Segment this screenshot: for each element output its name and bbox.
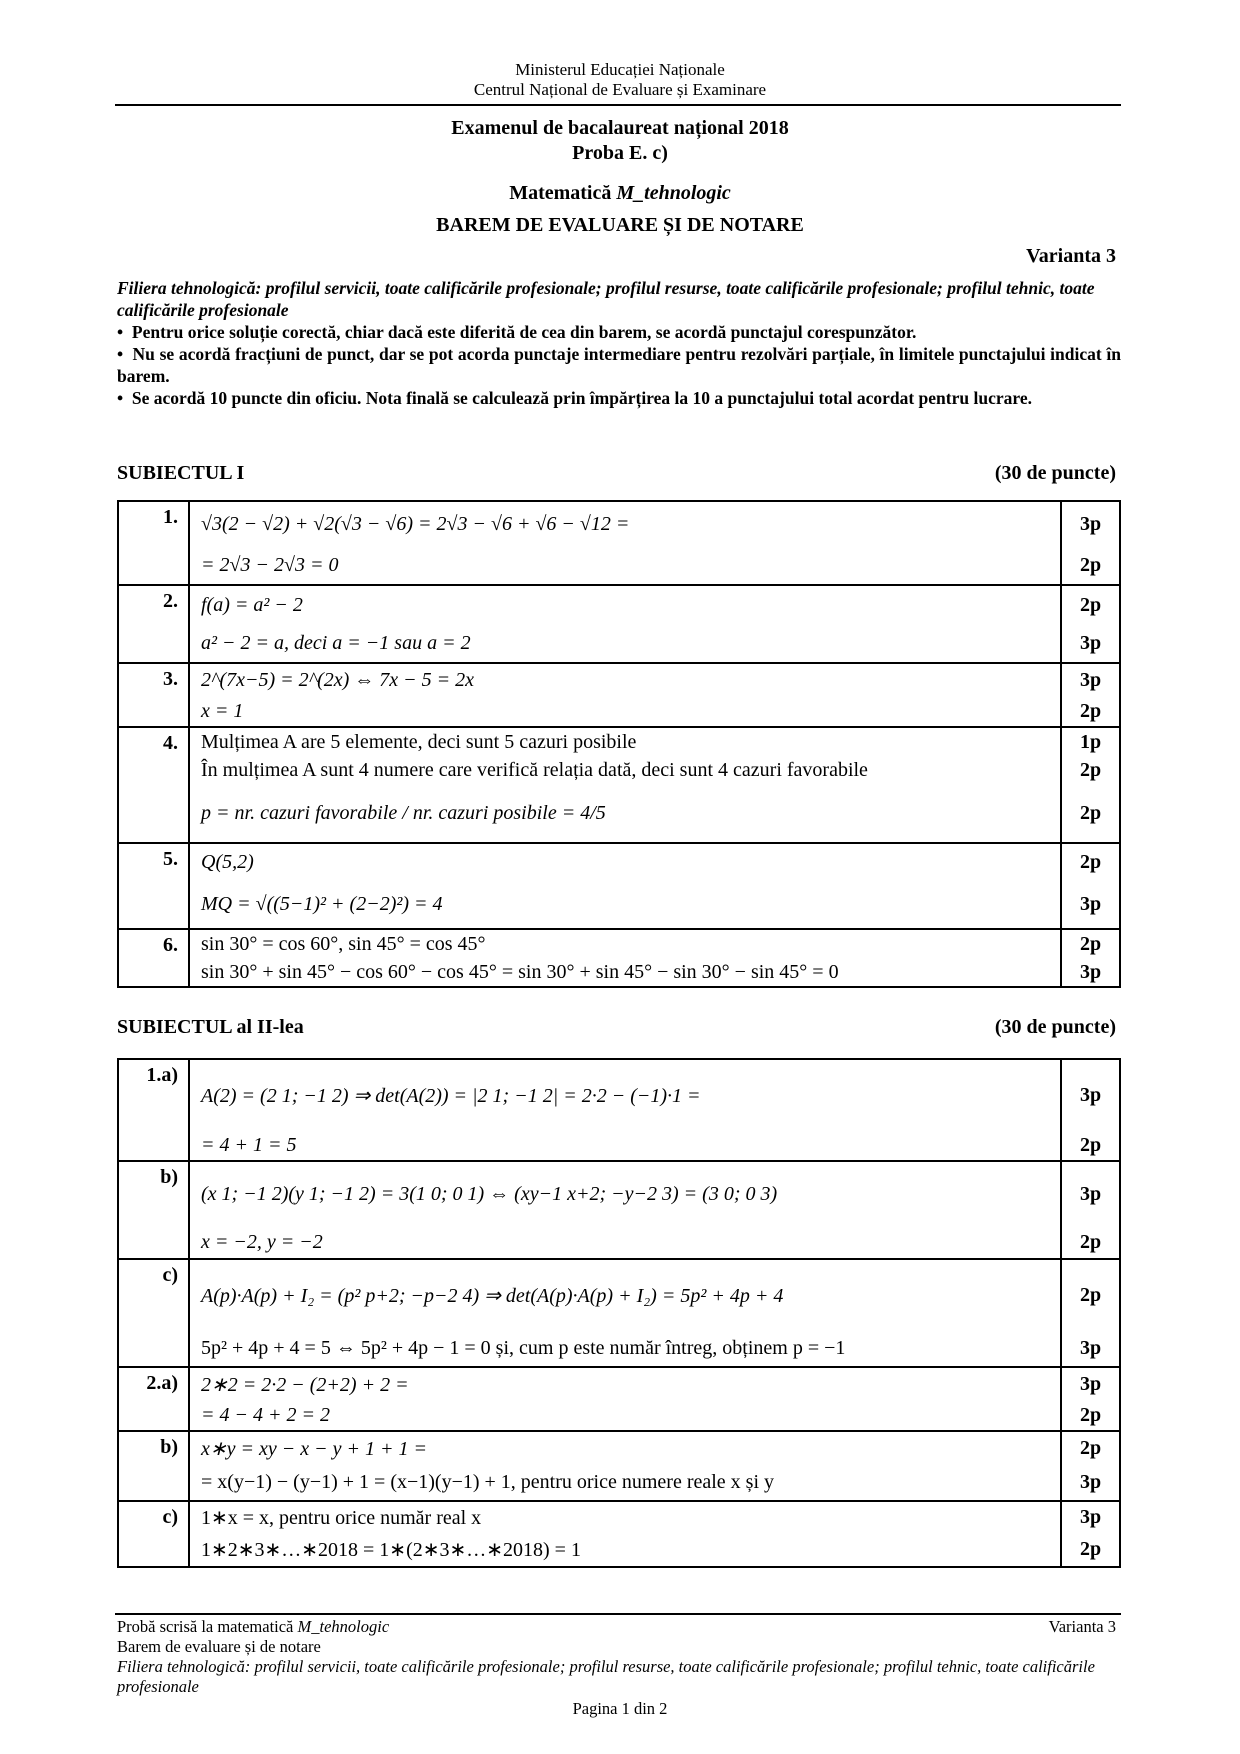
- math-expression: 2∗2 = 2·2 − (2+2) + 2 =: [201, 1373, 409, 1396]
- points-value: 1p: [1079, 730, 1102, 753]
- table-row: [118, 843, 1120, 929]
- points-value: 3p: [1079, 512, 1102, 535]
- instruction-bullet: [117, 321, 1121, 343]
- header-rule: [115, 104, 1121, 106]
- table-row: [118, 727, 1120, 843]
- points-value: 2p: [1079, 932, 1102, 955]
- footer-filiera: Filiera tehnologică: profilul servicii, toate calificările profesionale; profilul resurse, toate calificările profesionale; profilul tehnic, toate calificările profesionale: [117, 1657, 1095, 1696]
- points-cell: [1061, 929, 1120, 987]
- solution-cell: [189, 501, 1061, 585]
- footer-barem: Barem de evaluare și de notare: [117, 1637, 321, 1656]
- item-number: 4.: [118, 727, 189, 843]
- table-row: [118, 1259, 1120, 1367]
- solution-line: [201, 1260, 1060, 1330]
- solution-line: [201, 586, 1060, 624]
- points-value: 2p: [1079, 699, 1102, 722]
- solution-line: [201, 664, 1060, 696]
- table-row: [118, 1501, 1120, 1567]
- math-expression: x∗y = xy − x − y + 1 + 1 =: [201, 1437, 427, 1460]
- points-value: 3p: [1079, 631, 1102, 654]
- ministry-name: Ministerul Educației Naționale: [515, 60, 725, 79]
- solution-line: [201, 1532, 1060, 1566]
- intro-block: [117, 277, 1121, 409]
- math-expression: 5p² + 4p + 4 = 5 ⇔ 5p² + 4p − 1 = 0 și, cum p este număr întreg, obținem p = −1: [201, 1336, 846, 1359]
- math-expression: = x(y−1) − (y−1) + 1 = (x−1)(y−1) + 1, pentru orice numere reale x și y: [201, 1470, 775, 1493]
- bullet-text: Pentru orice soluție corectă, chiar dacă este diferită de cea din barem, se acordă punctajul corespunzător.: [131, 322, 917, 342]
- math-expression: (x 1; −1 2)(y 1; −1 2) = 3(1 0; 0 1) ⇔ (xy−1 x+2; −y−2 3) = (3 0; 0 3): [201, 1182, 778, 1205]
- points-value: 3p: [1079, 892, 1102, 915]
- math-expression: sin 30° + sin 45° − cos 60° − cos 45° = sin 30° + sin 45° − sin 30° − sin 45° = 0: [201, 960, 839, 983]
- item-number: c): [118, 1501, 189, 1567]
- footer-varianta: Varianta 3: [1048, 1617, 1116, 1636]
- points-value: 3p: [1079, 1505, 1102, 1528]
- solution-line: [201, 502, 1060, 546]
- points-value: 2p: [1079, 1403, 1102, 1426]
- bullet-text: Se acordă 10 puncte din oficiu. Nota finală se calculează prin împărțirea la 10 a punctajului total acordat pentru lucrare.: [131, 388, 1032, 408]
- solution-line: [201, 624, 1060, 662]
- footer-proba-italic: M_tehnologic: [297, 1617, 390, 1636]
- solution-line: [201, 844, 1060, 880]
- math-expression: 1∗2∗3∗…∗2018 = 1∗(2∗3∗…∗2018) = 1: [201, 1538, 581, 1561]
- points-value: 3p: [1079, 1336, 1102, 1359]
- solution-cell: [189, 1501, 1061, 1567]
- solution-line: [201, 784, 1060, 842]
- solution-line: [201, 1162, 1060, 1226]
- item-number: b): [118, 1161, 189, 1259]
- math-expression: A(2) = (2 1; −1 2) ⇒ det(A(2)) = |2 1; −1 2| = 2·2 − (−1)·1 =: [201, 1084, 701, 1107]
- solution-text: Mulțimea A are 5 elemente, deci sunt 5 cazuri posibile: [201, 730, 637, 753]
- instruction-bullet: [117, 343, 1121, 387]
- footer-proba-prefix: Probă scrisă la matematică: [117, 1617, 298, 1636]
- math-expression: Q(5,2): [201, 850, 254, 873]
- math-expression: 1∗x = x, pentru orice număr real x: [201, 1506, 482, 1529]
- solution-cell: [189, 585, 1061, 663]
- page-number: Pagina 1 din 2: [572, 1699, 668, 1718]
- points-cell: [1061, 1367, 1120, 1431]
- table-row: [118, 1161, 1120, 1259]
- bullet-icon: •: [117, 322, 124, 342]
- math-expression: MQ = √((5−1)² + (2−2)²) = 4: [201, 892, 443, 915]
- points-value: 2p: [1079, 1436, 1102, 1459]
- solution-cell: [189, 1367, 1061, 1431]
- solution-cell: [189, 1059, 1061, 1161]
- table-row: [118, 1431, 1120, 1501]
- math-expression: = 4 + 1 = 5: [201, 1133, 297, 1156]
- points-value: 2p: [1079, 1537, 1102, 1560]
- table-row: [118, 1367, 1120, 1431]
- points-cell: [1061, 1501, 1120, 1567]
- solution-text: În mulțimea A sunt 4 numere care verifică relația dată, deci sunt 4 cazuri favorabile: [201, 758, 868, 781]
- solution-line: [201, 1368, 1060, 1400]
- table-row: [118, 1059, 1120, 1161]
- instruction-bullet: [117, 387, 1121, 409]
- solution-line: [201, 1330, 1060, 1366]
- barem-table-1: [117, 500, 1121, 988]
- solution-cell: [189, 1431, 1061, 1501]
- points-cell: [1061, 1059, 1120, 1161]
- math-expression: p = nr. cazuri favorabile / nr. cazuri posibile = 4/5: [201, 801, 606, 824]
- barem-table-2: [117, 1058, 1121, 1568]
- item-number: 6.: [118, 929, 189, 987]
- table-row: [118, 663, 1120, 727]
- solution-line: [201, 930, 1060, 958]
- solution-cell: [189, 1161, 1061, 1259]
- math-expression: x = 1: [201, 699, 244, 722]
- points-cell: [1061, 727, 1120, 843]
- item-number: b): [118, 1431, 189, 1501]
- points-cell: [1061, 1259, 1120, 1367]
- item-number: 5.: [118, 843, 189, 929]
- solution-cell: [189, 929, 1061, 987]
- solution-line: [201, 1502, 1060, 1532]
- section-points-1: (30 de puncte): [994, 462, 1116, 484]
- points-cell: [1061, 501, 1120, 585]
- points-value: 3p: [1079, 960, 1102, 983]
- table-row: [118, 501, 1120, 585]
- points-value: 3p: [1079, 668, 1102, 691]
- points-value: 3p: [1079, 1083, 1102, 1106]
- solution-cell: [189, 1259, 1061, 1367]
- subject-italic: M_tehnologic: [616, 182, 731, 204]
- math-expression: = 2√3 − 2√3 = 0: [201, 553, 339, 576]
- solution-line: [201, 1060, 1060, 1130]
- barem-title: BAREM DE EVALUARE ȘI DE NOTARE: [436, 214, 804, 236]
- points-value: 2p: [1079, 1133, 1102, 1156]
- item-number: 3.: [118, 663, 189, 727]
- math-expression: f(a) = a² − 2: [201, 593, 303, 616]
- solution-line: [201, 958, 1060, 986]
- solution-line: [201, 1464, 1060, 1500]
- math-expression: sin 30° = cos 60°, sin 45° = cos 45°: [201, 932, 486, 955]
- math-expression: √3(2 − √2) + √2(√3 − √6) = 2√3 − √6 + √6 − √12 =: [201, 512, 630, 535]
- subject-prefix: Matematică: [509, 182, 617, 204]
- points-cell: [1061, 1431, 1120, 1501]
- proba-title: Proba E. c): [572, 142, 668, 164]
- solution-line: [201, 880, 1060, 928]
- points-value: 2p: [1079, 801, 1102, 824]
- table-row: [118, 585, 1120, 663]
- points-cell: [1061, 843, 1120, 929]
- points-value: 2p: [1079, 1283, 1102, 1306]
- bullet-icon: •: [117, 344, 124, 364]
- points-value: 2p: [1079, 593, 1102, 616]
- item-number: c): [118, 1259, 189, 1367]
- varianta-label: Varianta 3: [1026, 245, 1116, 267]
- bullet-text: Nu se acordă fracțiuni de punct, dar se pot acorda punctaje intermediare pentru rezolvări parțiale, în limitele punctajului indicat în barem.: [117, 344, 1121, 386]
- solution-line: [201, 546, 1060, 584]
- solution-line: [201, 728, 1060, 756]
- solution-cell: [189, 727, 1061, 843]
- section-title-2: SUBIECTUL al II-lea: [117, 1016, 304, 1038]
- table-row: [118, 929, 1120, 987]
- item-number: 1.a): [118, 1059, 189, 1161]
- math-expression: 2^(7x−5) = 2^(2x) ⇔ 7x − 5 = 2x: [201, 668, 475, 691]
- solution-cell: [189, 663, 1061, 727]
- section-title-1: SUBIECTUL I: [117, 462, 245, 484]
- footer-rule: [115, 1613, 1121, 1615]
- subject-title: [0, 180, 1240, 206]
- math-expression: = 4 − 4 + 2 = 2: [201, 1403, 330, 1426]
- points-value: 3p: [1079, 1372, 1102, 1395]
- points-value: 2p: [1079, 1230, 1102, 1253]
- points-cell: [1061, 663, 1120, 727]
- solution-line: [201, 1432, 1060, 1464]
- points-cell: [1061, 585, 1120, 663]
- solution-line: [201, 1400, 1060, 1430]
- item-number: 2.: [118, 585, 189, 663]
- points-cell: [1061, 1161, 1120, 1259]
- footer-proba: [117, 1617, 389, 1637]
- points-value: 2p: [1079, 758, 1102, 781]
- solution-cell: [189, 843, 1061, 929]
- math-expression: A(p)·A(p) + I₂ = (p² p+2; −p−2 4) ⇒ det(A(p)·A(p) + I₂) = 5p² + 4p + 4: [201, 1284, 784, 1307]
- points-value: 2p: [1079, 850, 1102, 873]
- solution-line: [201, 1226, 1060, 1258]
- solution-line: [201, 696, 1060, 726]
- points-value: 3p: [1079, 1470, 1102, 1493]
- points-value: 3p: [1079, 1182, 1102, 1205]
- points-value: 2p: [1079, 553, 1102, 576]
- exam-title: Examenul de bacalaureat național 2018: [451, 117, 789, 139]
- center-name: Centrul Național de Evaluare și Examinare: [473, 80, 767, 99]
- solution-line: [201, 1130, 1060, 1160]
- item-number: 2.a): [118, 1367, 189, 1431]
- bullet-icon: •: [117, 388, 124, 408]
- math-expression: a² − 2 = a, deci a = −1 sau a = 2: [201, 631, 471, 654]
- item-number: 1.: [118, 501, 189, 585]
- solution-line: [201, 756, 1060, 784]
- section-points-2: (30 de puncte): [994, 1016, 1116, 1038]
- math-expression: x = −2, y = −2: [201, 1230, 323, 1253]
- filiera-text: Filiera tehnologică: profilul servicii, toate calificările profesionale; profilul resurse, toate calificările profesionale; profilul tehnic, toate calificările profesionale: [117, 278, 1095, 320]
